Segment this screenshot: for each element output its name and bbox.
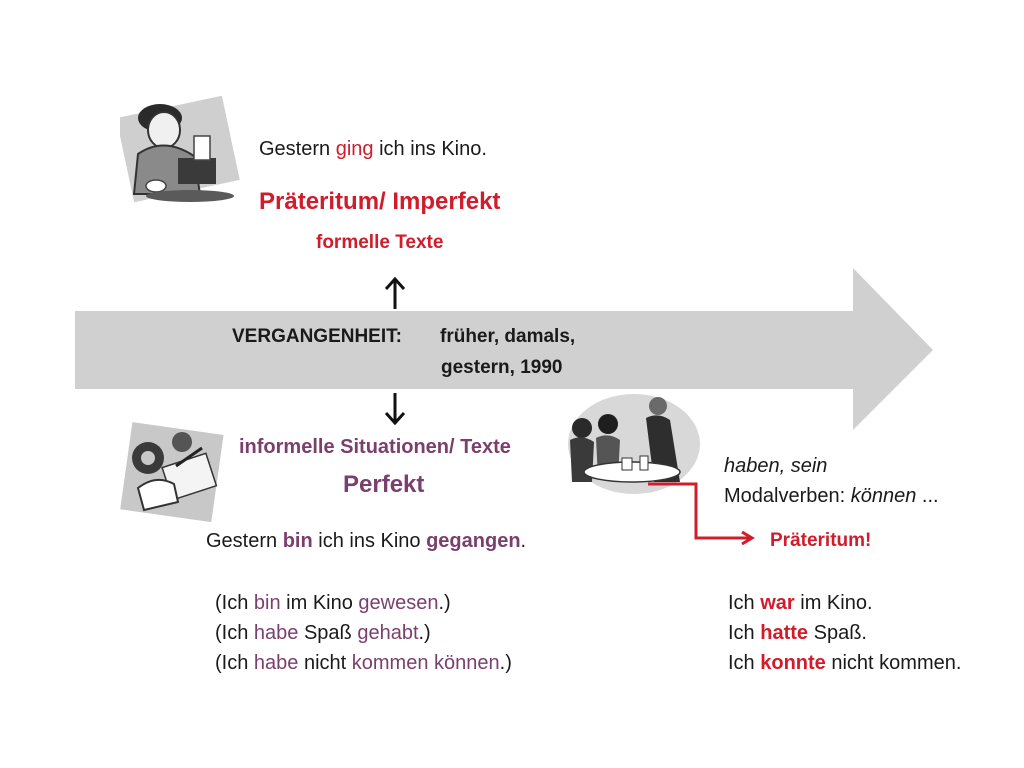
- example-text: Spaß: [298, 622, 358, 644]
- example-text: .): [418, 622, 431, 644]
- modal-label: Modalverben:: [724, 485, 851, 507]
- exception-verbs: haben, sein: [724, 455, 828, 477]
- timeline-words-line2: gestern, 1990: [441, 357, 563, 378]
- example-aux: habe: [253, 622, 299, 644]
- praeteritum-title: Präteritum/ Imperfekt: [259, 188, 501, 215]
- example-verb: ging: [335, 138, 374, 160]
- example-participle: gehabt: [357, 622, 419, 644]
- example-verb: war: [760, 592, 795, 614]
- perfekt-extra-example-3: [215, 652, 512, 675]
- example-text: nicht: [298, 652, 352, 674]
- example-participle: kommen können: [351, 652, 500, 674]
- example-text: Ich: [728, 652, 761, 674]
- red-bracket-arrow-icon: [648, 480, 758, 550]
- example-text: (Ich: [215, 622, 254, 644]
- example-text: Ich: [728, 622, 761, 644]
- example-text: Gestern: [206, 530, 283, 552]
- perfekt-extra-example-2: [215, 622, 431, 645]
- exception-example-2: [728, 622, 867, 645]
- exception-example-3: [728, 652, 961, 675]
- timeline-arrow: [75, 268, 935, 433]
- example-text: nicht kommen.: [825, 652, 962, 674]
- example-text: .): [438, 592, 451, 614]
- perfekt-example: [206, 530, 526, 553]
- example-text: im Kino.: [794, 592, 873, 614]
- example-verb: konnte: [760, 652, 826, 674]
- modal-ellipsis: ...: [916, 485, 939, 507]
- example-text: Ich: [728, 592, 761, 614]
- perfekt-title: Perfekt: [343, 471, 425, 498]
- timeline-words-line1: früher, damals,: [440, 326, 576, 347]
- example-aux: habe: [253, 652, 299, 674]
- example-aux: bin: [282, 530, 313, 552]
- example-verb: hatte: [760, 622, 809, 644]
- example-text: (Ich: [215, 592, 254, 614]
- example-aux: bin: [253, 592, 281, 614]
- timeline-label: VERGANGENHEIT:: [232, 326, 402, 347]
- exception-result: Präteritum!: [770, 530, 872, 551]
- exception-example-1: [728, 592, 873, 615]
- modal-verb: können: [850, 485, 917, 507]
- example-text: ich ins Kino.: [373, 138, 487, 160]
- perfekt-extra-example-1: [215, 592, 451, 615]
- writing-hands-illustration: [118, 418, 224, 524]
- example-participle: gewesen: [358, 592, 439, 614]
- example-text: Spaß.: [808, 622, 867, 644]
- example-text: .): [499, 652, 512, 674]
- arrow-up-icon: [382, 276, 408, 310]
- example-text: Gestern: [259, 138, 336, 160]
- arrow-down-icon: [382, 392, 408, 426]
- example-participle: gegangen: [426, 530, 521, 552]
- example-text: ich ins Kino: [312, 530, 427, 552]
- perfekt-usage: informelle Situationen/ Texte: [239, 436, 511, 458]
- example-text: (Ich: [215, 652, 254, 674]
- example-text: im Kino: [280, 592, 359, 614]
- praeteritum-usage: formelle Texte: [316, 232, 444, 253]
- praeteritum-example: [259, 138, 487, 161]
- example-text: .: [520, 530, 527, 552]
- typewriter-man-illustration: [120, 84, 240, 206]
